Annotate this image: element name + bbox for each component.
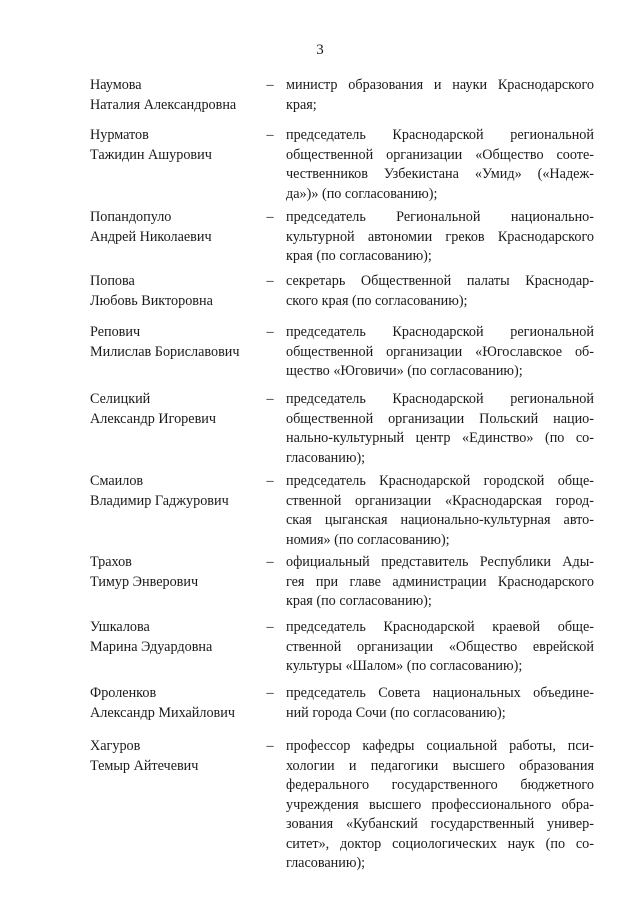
member-surname: Селицкий <box>90 391 151 407</box>
member-role <box>286 618 594 677</box>
member-given-name: Тимур Энверович <box>90 573 199 590</box>
member-surname: Нурматов <box>90 127 149 143</box>
role-line: нально-культурный центр «Единство» (по со- <box>286 430 594 446</box>
member-name <box>90 76 265 115</box>
member-name <box>90 684 265 723</box>
role-line: хологии и педагогики высшего образования <box>286 757 594 774</box>
member-role <box>286 76 594 115</box>
member-name <box>90 272 265 311</box>
role-line: председатель Краснодарской региональной <box>286 127 594 143</box>
separator-dash: – <box>266 685 274 701</box>
member-name <box>90 208 265 247</box>
separator-dash: – <box>266 127 274 143</box>
role-line: щество «Юговичи» (по согласованию); <box>286 363 523 379</box>
role-line: председатель Региональной национально- <box>286 209 594 225</box>
member-surname: Ушкалова <box>90 619 150 635</box>
member-role <box>286 208 594 267</box>
member-role <box>286 553 594 612</box>
role-line: общественной организации «Югославское об- <box>286 343 594 360</box>
member-surname: Трахов <box>90 554 132 570</box>
role-line: гея при главе администрации Краснодарского <box>286 573 594 590</box>
member-role <box>286 684 594 723</box>
role-line: федерального государственного бюджетного <box>286 777 594 793</box>
member-surname: Попова <box>90 273 135 289</box>
separator-dash: – <box>266 473 274 489</box>
role-line: министр образования и науки Краснодарского <box>286 77 594 93</box>
member-name <box>90 553 265 592</box>
role-line: края; <box>286 96 317 113</box>
role-line: учреждения высшего профессионального обра- <box>286 796 594 813</box>
member-surname: Смаилов <box>90 473 144 489</box>
role-line: края (по согласованию); <box>286 593 432 609</box>
member-name <box>90 737 265 776</box>
role-line: профессор кафедры социальной работы, пси- <box>286 738 594 754</box>
member-role <box>286 472 594 550</box>
page-number: 3 <box>316 42 324 58</box>
member-name <box>90 618 265 657</box>
role-line: чественников Узбекистана «Умид» («Надеж- <box>286 166 594 182</box>
member-given-name: Тажидин Ашурович <box>90 146 212 163</box>
role-line: гласованию); <box>286 449 366 466</box>
separator-dash: – <box>266 209 274 225</box>
member-given-name: Любовь Викторовна <box>90 292 213 309</box>
member-surname: Фроленков <box>90 685 157 701</box>
member-surname: Попандопуло <box>90 209 172 225</box>
role-line: ственной организации «Краснодарская город- <box>286 492 594 509</box>
role-line: председатель Краснодарской региональной <box>286 391 594 407</box>
member-given-name: Владимир Гаджурович <box>90 492 229 509</box>
member-role <box>286 126 594 204</box>
member-role <box>286 390 594 468</box>
separator-dash: – <box>266 554 274 570</box>
role-line: секретарь Общественной палаты Краснодар- <box>286 273 594 289</box>
role-line: председатель Краснодарской региональной <box>286 324 594 340</box>
separator-dash: – <box>266 77 274 93</box>
member-name <box>90 126 265 165</box>
member-given-name: Александр Игоревич <box>90 410 217 427</box>
separator-dash: – <box>266 391 274 407</box>
member-surname: Наумова <box>90 77 142 93</box>
role-line: ского края (по согласованию); <box>286 292 468 309</box>
role-line: ственной организации «Общество еврейской <box>286 638 594 655</box>
member-given-name: Темыр Айтечевич <box>90 757 199 774</box>
member-role <box>286 272 594 311</box>
separator-dash: – <box>266 273 274 289</box>
role-line: общественной организации Польский нацио- <box>286 410 594 427</box>
member-given-name: Андрей Николаевич <box>90 228 212 245</box>
role-line: гласованию); <box>286 855 366 871</box>
role-line: председатель Краснодарской городской обще- <box>286 473 594 489</box>
role-line: официальный представитель Республики Ады- <box>286 554 594 570</box>
separator-dash: – <box>266 619 274 635</box>
member-name <box>90 390 265 429</box>
role-line: культурной автономии греков Краснодарского <box>286 228 594 245</box>
role-line: ситет», доктор социологических наук (по со- <box>286 835 594 852</box>
member-given-name: Марина Эдуардовна <box>90 638 213 655</box>
member-given-name: Александр Михайлович <box>90 704 235 721</box>
role-line: номия» (по согласованию); <box>286 531 450 548</box>
role-line: председатель Краснодарской краевой обще- <box>286 619 594 635</box>
member-given-name: Милислав Бориславович <box>90 343 240 360</box>
member-name <box>90 323 265 362</box>
member-given-name: Наталия Александровна <box>90 96 237 113</box>
role-line: общественной организации «Общество соотe- <box>286 146 594 163</box>
member-name <box>90 472 265 511</box>
member-surname: Репович <box>90 324 141 340</box>
role-line: ская цыганская национально-культурная авто- <box>286 512 594 528</box>
member-surname: Хагуров <box>90 738 141 754</box>
role-line: председатель Совета национальных объедине- <box>286 685 594 701</box>
role-line: края (по согласованию); <box>286 248 432 264</box>
role-line: зования «Кубанский государственный универ- <box>286 816 594 832</box>
member-role <box>286 737 594 874</box>
separator-dash: – <box>266 324 274 340</box>
role-line: ний города Сочи (по согласованию); <box>286 704 506 721</box>
role-line: да»)» (по согласованию); <box>286 185 438 202</box>
separator-dash: – <box>266 738 274 754</box>
member-role <box>286 323 594 382</box>
role-line: культуры «Шалом» (по согласованию); <box>286 658 523 674</box>
